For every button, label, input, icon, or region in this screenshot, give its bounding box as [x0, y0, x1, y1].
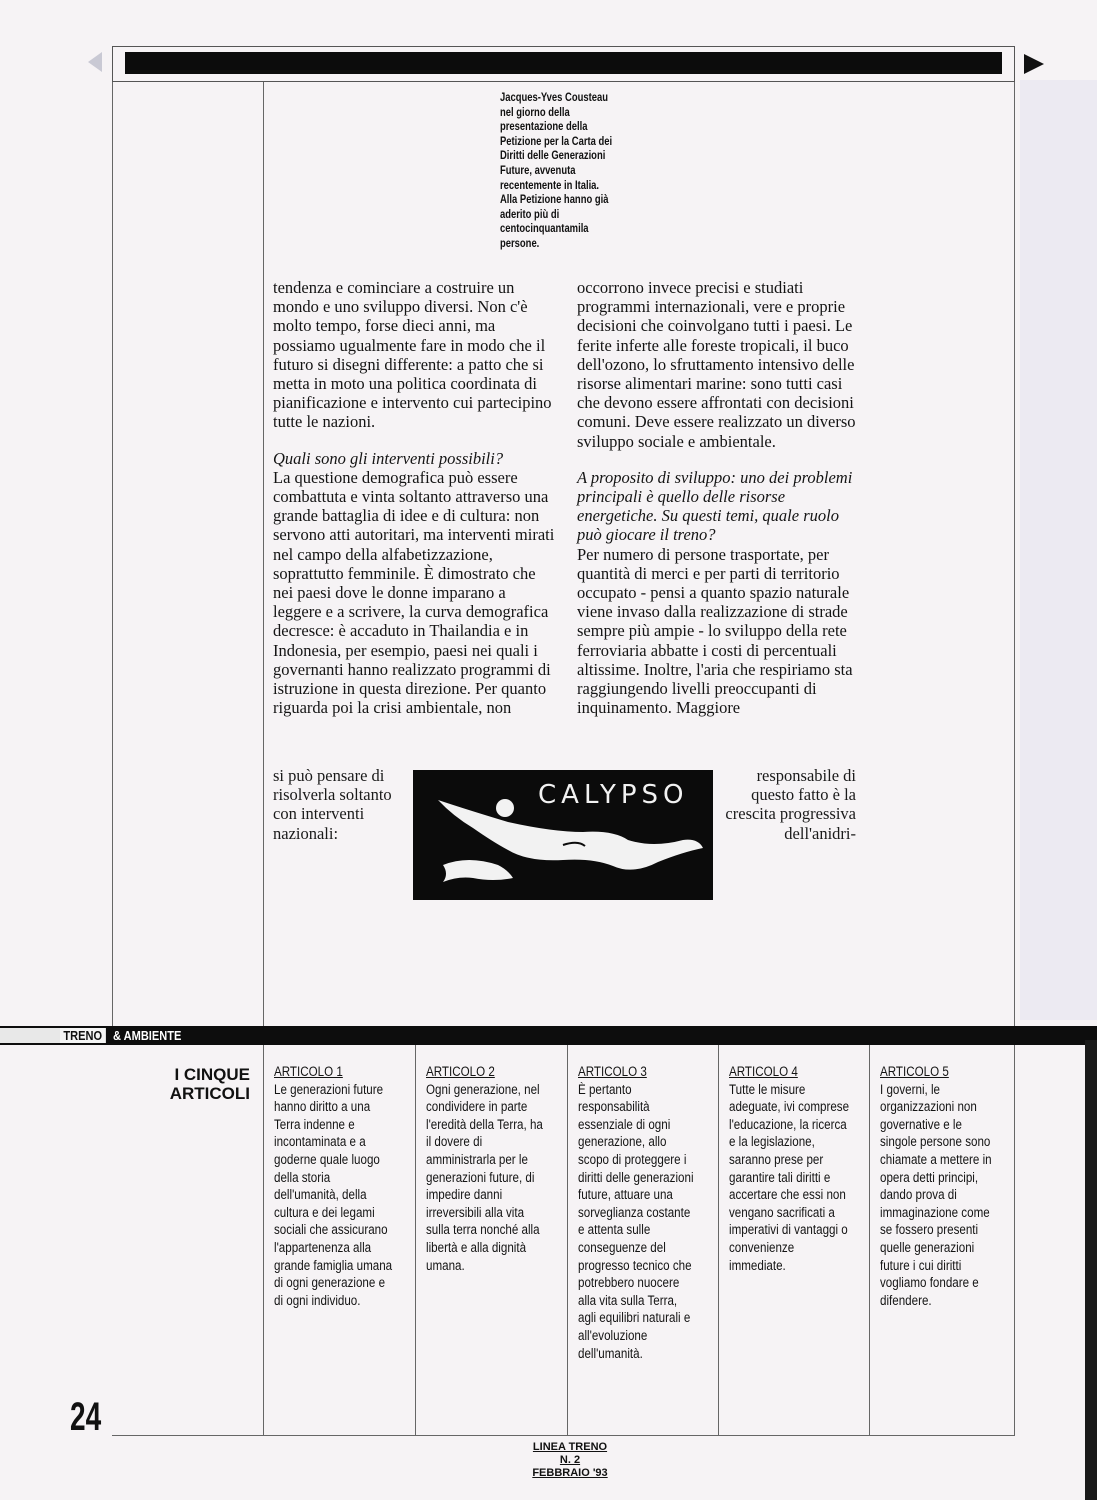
article-2	[426, 1063, 546, 1274]
wrap-text-right: responsabile di questo fatto è la crescita progressiva dell'anidri-	[725, 766, 856, 843]
section-label-treno: TRENO	[60, 1028, 105, 1043]
paragraph: tendenza e cominciare a costruire un mondo e uno sviluppo diversi. Non c'è molto tempo, forse dieci anni, ma possiamo ugualmente fare in modo che il futuro si disegni differente: a patto che si metta in moto una politica coordinata di pianificazione e intervento cui partecipino tutte le nazioni.	[273, 278, 552, 432]
frame-rule-left	[112, 82, 113, 1026]
article-1	[274, 1063, 394, 1309]
article-text: Tutte le misure adeguate, ivi comprese l'educazione, la ricerca e la legislazione, saranno prese per garantire tali diritti e accertare che essi non vengano sacrificati a imperativi di vantaggi o convenienze immediate.	[729, 1081, 850, 1273]
footer-magazine: LINEA TRENO	[532, 1441, 608, 1453]
wrap-text-left: si può pensare di risolverla soltanto con interventi nazionali:	[273, 766, 392, 843]
articles-rule-5	[869, 1045, 870, 1435]
right-triangle-icon	[1024, 54, 1044, 74]
article-text: È pertanto responsabilità essenziale di ogni generazione, allo scopo di proteggere i diritti delle generazioni future, attuare una sorveglianza costante e attenta sulle conseguenze del progresso tecnico che potrebbero nuocere alla vita sulla Terra, agli equilibri naturali e all'evoluzione dell'umanità.	[578, 1081, 694, 1361]
header-bar	[125, 52, 1002, 74]
frame-rule-right	[1014, 82, 1015, 1026]
background-photo-fade	[1020, 80, 1097, 1020]
articles-rule-1	[263, 1045, 264, 1435]
bottom-rule	[112, 1435, 1015, 1436]
paragraph: Per numero di persone trasportate, per quantità di merci e per parti di territorio occupato - pensi a quanto spazio naturale viene invaso dalla realizzazione di strade sempre più ampie - lo sviluppo della rete ferroviaria abbatte i costi di percentuali altissime. Inoltre, l'aria che respiriamo sta raggiungendo livelli preoccupanti di inquinamento. Maggiore	[577, 544, 853, 718]
article-title: ARTICOLO 2	[426, 1064, 495, 1079]
paragraph: occorrono invece precisi e studiati programmi internazionali, vere e proprie decisioni che coinvolgano tutti i paesi. Le ferite inferte alle foreste tropicali, il buco dell'ozono, lo sfruttamento intensivo delle risorse alimentari marine: sono tutti casi che devono essere affrontati con decisioni comuni. Deve essere realizzato un diverso sviluppo sociale e ambientale.	[577, 278, 856, 451]
footer-date: FEBBRAIO '93	[532, 1467, 608, 1479]
article-column-left	[273, 278, 555, 717]
articles-heading-line2: ARTICOLI	[169, 1084, 250, 1103]
footer-masthead	[520, 1441, 620, 1480]
interview-question: A proposito di sviluppo: uno dei problemi principali è quello delle risorse energetiche. Su questi temi, quale ruolo può giocare il treno?	[577, 467, 853, 545]
paragraph: La questione demografica può essere combattuta e vinta soltanto attraverso una grande battaglia di idee e di cultura: non servono atti autoritari, ma interventi mirati nel campo della alfabetizzazione, soprattutto femminile. È dimostrato che nei paesi dove le donne imparano a leggere e a scrivere, la curva demografica decresce: è accaduto in Thailandia e in Indonesia, per esempio, paesi nei quali i governanti hanno realizzato programmi di istruzione in questa direzione. Per quanto riguarda poi la crisi ambientale, non	[273, 467, 555, 718]
article-title: ARTICOLO 5	[880, 1064, 949, 1079]
article-title: ARTICOLO 4	[729, 1064, 798, 1079]
calypso-logo-text: CALYPSO	[538, 780, 689, 810]
interview-question: Quali sono gli interventi possibili?	[273, 448, 504, 468]
left-triangle-icon	[88, 52, 102, 72]
section-label-ambiente: & AMBIENTE	[113, 1028, 182, 1043]
column-rule-1	[263, 82, 264, 1026]
article-text: Ogni generazione, nel condividere in parte l'eredità della Terra, ha il dovere di amministrarla per le generazioni future, di impedire danni irreversibili alla vita sulla terra nonché alla libertà e alla dignità umana.	[426, 1081, 543, 1273]
article-text: I governi, le organizzazioni non governative e le singole persone sono chiamate a mettere in opera detti principi, dando prova di immaginazione come se fossero presenti quelle generazioni future i cui diritti vogliamo fondare e difendere.	[880, 1081, 992, 1308]
article-column-right	[577, 278, 859, 717]
photo-caption: Jacques-Yves Cousteau nel giorno della presentazione della Petizione per la Carta dei Diritti delle Generazioni Future, avvenuta recentemente in Italia. Alla Petizione hanno già aderito più di centocinquantamila persone.	[500, 92, 613, 250]
page-curl	[1085, 1040, 1097, 1500]
article-title: ARTICOLO 3	[578, 1064, 647, 1079]
section-band-lead	[0, 1028, 60, 1043]
article-title: ARTICOLO 1	[274, 1064, 343, 1079]
article-text: Le generazioni future hanno diritto a una Terra indenne e incontaminata e a goderne quale luogo della storia dell'umanità, della cultura e dei legami sociali che assicurano l'appartenenza alla grande famiglia umana di ogni generazione e di ogni individuo.	[274, 1081, 393, 1308]
articles-heading	[140, 1065, 250, 1103]
page-number: 24	[70, 1395, 102, 1439]
article-4	[729, 1063, 849, 1274]
articles-rule-6	[1014, 1045, 1015, 1435]
calypso-logo	[413, 770, 713, 900]
articles-rule-3	[567, 1045, 568, 1435]
article-5	[880, 1063, 1000, 1309]
articles-rule-4	[718, 1045, 719, 1435]
articles-heading-line1: I CINQUE	[174, 1065, 250, 1084]
footer-issue: N. 2	[559, 1454, 581, 1466]
article-3	[578, 1063, 698, 1362]
articles-rule-2	[415, 1045, 416, 1435]
